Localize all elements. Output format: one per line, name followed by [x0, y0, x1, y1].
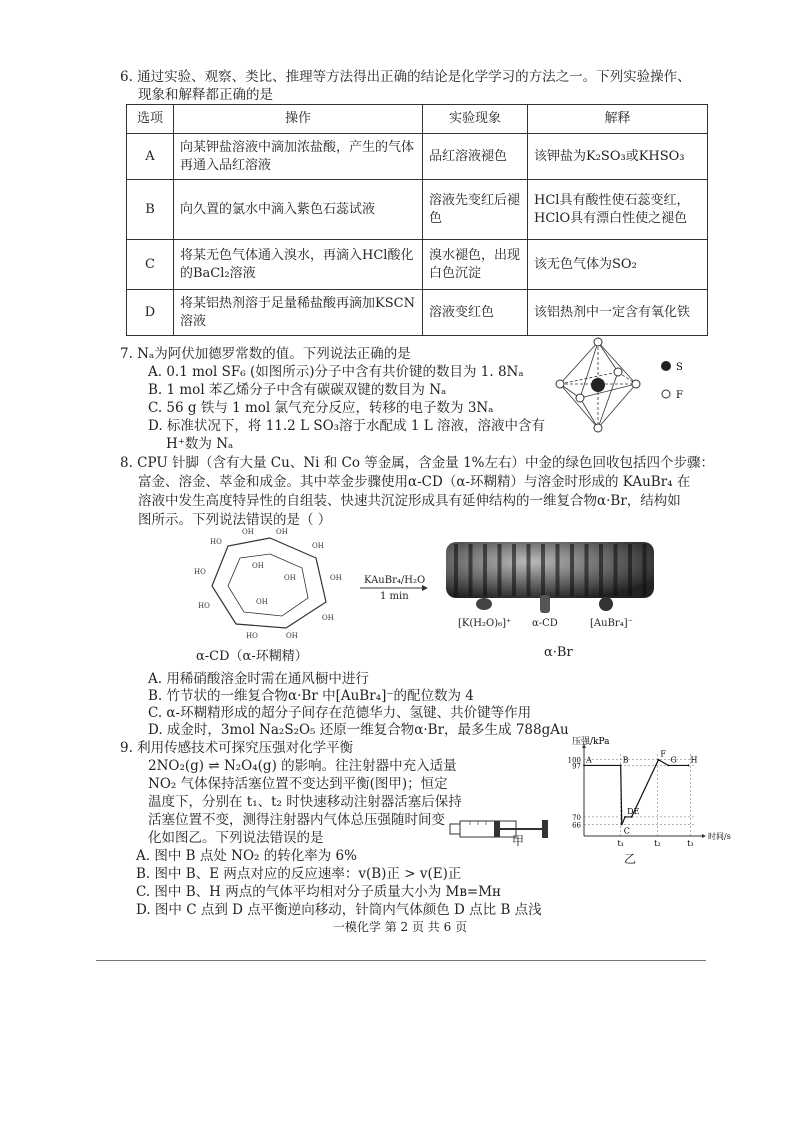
row-option: B [127, 180, 174, 240]
row-explanation: 该无色气体为SO₂ [528, 240, 708, 290]
svg-text:OH: OH [322, 614, 334, 622]
legend-s-label: S [676, 362, 683, 373]
col-operation: 操作 [174, 105, 423, 134]
chain-segment [527, 544, 531, 596]
q7-option-b: B. 1 mol 苯乙烯分子中含有碳碳双键的数目为 Nₐ [148, 382, 447, 398]
q8-stem-line2: 富金、溶金、萃金和成金。其中萃金步骤使用α-CD（α-环糊精）与溶金时形成的 KAuBr₄ 在 [138, 474, 691, 490]
chain-segment [469, 544, 473, 596]
row-operation: 向久置的氯水中滴入紫色石蕊试液 [174, 180, 423, 240]
q8-option-a: A. 用稀硝酸溶金时需在通风橱中进行 [148, 671, 369, 687]
sulfur-atom [591, 378, 605, 392]
q9-stem-line4: 温度下，分别在 t₁、t₂ 时快速移动注射器活塞后保持 [148, 794, 462, 810]
chain-segment [483, 544, 487, 596]
svg-text:OH: OH [330, 574, 342, 582]
legend-alpha-cd: α-CD [532, 618, 558, 629]
chain-segment [614, 544, 618, 596]
q7-option-c: C. 56 g 铁与 1 mol 氯气充分反应，转移的电子数为 3Nₐ [148, 400, 494, 416]
chain-segment [570, 544, 574, 596]
point-label: H [690, 755, 698, 765]
row-option: D [127, 290, 174, 336]
pressure-chart [562, 737, 731, 852]
row-explanation: HCl具有酸性使石蕊变红，HClO具有漂白性使之褪色 [528, 180, 708, 240]
data-point [583, 765, 585, 767]
q9-option-d: D. 图中 C 点到 D 点平衡逆向移动，针筒内气体颜色 D 点比 B 点浅 [136, 902, 542, 918]
point-label: E [633, 806, 640, 816]
row-phenomenon: 溴水褪色，出现白色沉淀 [423, 240, 528, 290]
row-operation: 将某铝热剂溶于足量稀盐酸再滴加KSCN溶液 [174, 290, 423, 336]
q9-stem-line1: 9. 利用传感技术可探究压强对化学平衡 [120, 740, 354, 756]
chain-segment [643, 544, 647, 596]
table-row [127, 290, 708, 336]
caption-alpha-cd: α-CD（α-环糊精） [196, 649, 308, 664]
svg-text:OH: OH [276, 528, 288, 536]
alpha-br-legend-icons [472, 592, 652, 616]
chain-segment [556, 544, 560, 596]
svg-text:OH: OH [284, 574, 296, 582]
svg-text:OH: OH [312, 542, 324, 550]
chain-segment [599, 544, 603, 596]
svg-text:HO: HO [246, 632, 258, 640]
y-tick-label: 66 [572, 821, 581, 830]
alpha-cd-structure [190, 524, 350, 642]
point-label: D [627, 806, 634, 816]
y-axis-label: 压强/kPa [572, 737, 610, 747]
x-tick-label: t₂ [654, 839, 661, 848]
page-footer: 一模化学 第 2 页 共 6 页 [332, 920, 468, 934]
arrow-reagent: KAuBr₄/H₂O [364, 575, 426, 586]
chain-segment [585, 544, 589, 596]
data-point [631, 816, 633, 818]
fluorine-atom [594, 338, 602, 346]
legend-k-h2o: [K(H₂O)₆]⁺ [458, 618, 512, 629]
fluorine-atom [614, 368, 622, 376]
q7-option-d-cont: H⁺数为 Nₐ [166, 436, 234, 452]
data-point [688, 765, 690, 767]
point-label: F [660, 749, 666, 759]
x-tick-label: t₃ [687, 839, 694, 848]
legend-s-dot [661, 361, 671, 371]
data-point [620, 765, 622, 767]
col-phenomenon: 实验现象 [423, 105, 528, 134]
col-explanation: 解释 [528, 105, 708, 134]
fluorine-atom [556, 380, 564, 388]
chain-segment [628, 544, 632, 596]
q6-stem-line1: 6. 通过实验、观察、类比、推理等方法得出正确的结论是化学学习的方法之一。下列实验操作、 [120, 69, 691, 85]
table-row [127, 180, 708, 240]
data-point [667, 765, 669, 767]
row-explanation: 该铝热剂中一定含有氧化铁 [528, 290, 708, 336]
q9-stem-line6: 化如图乙。下列说法错误的是 [148, 830, 324, 846]
legend-f-dot [662, 390, 670, 398]
svg-text:HO: HO [210, 538, 222, 546]
table-row [127, 240, 708, 290]
svg-text:HO: HO [194, 568, 206, 576]
q8-option-b: B. 竹节状的一维复合物α·Br 中[AuBr₄]⁻的配位数为 4 [148, 688, 474, 704]
q7-option-a: A. 0.1 mol SF₆ (如图所示)分子中含有共价键的数目为 1. 8Nₐ [148, 364, 524, 380]
point-label: A [586, 755, 592, 765]
label-jia: 甲 [512, 834, 525, 848]
row-operation: 向某钾盐溶液中滴加浓盐酸，产生的气体再通入品红溶液 [174, 134, 423, 180]
q8-stem-line4: 图所示。下列说法错误的是（ ） [138, 512, 332, 528]
chain-segment [541, 544, 545, 596]
data-point [621, 824, 623, 826]
q8-option-d: D. 成金时，3mol Na₂S₂O₅ 还原一维复合物α·Br，最多生成 788gAu [148, 722, 569, 738]
caption-alpha-br: α·Br [544, 645, 573, 660]
q8-stem-line1: 8. CPU 针脚（含有大量 Cu、Ni 和 Co 等金属，含金量 1%左右）中金的绿色回收包括四个步骤： [120, 455, 714, 471]
q6-table [126, 104, 708, 336]
x-axis-arrow [702, 834, 706, 838]
point-label: C [623, 826, 630, 836]
data-point [658, 759, 660, 761]
q7-stem: 7. Nₐ为阿伏加德罗常数的值。下列说法正确的是 [120, 346, 411, 362]
q8-option-c: C. α-环糊精形成的超分子间存在范德华力、氢键、共价键等作用 [148, 705, 532, 721]
chain-segment [454, 544, 458, 596]
q9-stem-line5: 活塞位置不变，测得注射器内气体总压强随时间变 [148, 812, 445, 828]
arrow-time: 1 min [380, 591, 409, 602]
alpha-cd-icon [540, 595, 550, 613]
y-tick-label: 100 [567, 756, 581, 765]
y-tick-label: 97 [572, 762, 581, 771]
syringe-diagram [446, 812, 556, 846]
row-operation: 将某无色气体通入溴水，再滴入HCl酸化的BaCl₂溶液 [174, 240, 423, 290]
x-tick-label: t₁ [617, 839, 624, 848]
y-tick-label: 70 [572, 813, 581, 822]
sf6-molecule-diagram [548, 332, 718, 444]
table-header-row [127, 105, 708, 134]
q9-stem-line2: 2NO₂(g) ⇌ N₂O₄(g) 的影响。往注射器中充入适量 [148, 758, 457, 774]
row-phenomenon: 溶液先变红后褪色 [423, 180, 528, 240]
svg-text:OH: OH [256, 598, 268, 606]
svg-text:OH: OH [286, 632, 298, 640]
fluorine-atom [632, 380, 640, 388]
fluorine-atom [594, 424, 602, 432]
point-label: B [622, 755, 629, 765]
row-option: C [127, 240, 174, 290]
svg-text:HO: HO [198, 602, 210, 610]
row-explanation: 该钾盐为K₂SO₃或KHSO₃ [528, 134, 708, 180]
legend-aubr4: [AuBr₄]⁻ [590, 618, 633, 629]
row-phenomenon: 品红溶液褪色 [423, 134, 528, 180]
q9-option-a: A. 图中 B 点处 NO₂ 的转化率为 6% [136, 848, 357, 864]
row-phenomenon: 溶液变红色 [423, 290, 528, 336]
table-row [127, 134, 708, 180]
x-axis-label: 时间/s [708, 832, 731, 841]
point-label: G [670, 755, 677, 765]
legend-f-label: F [676, 390, 683, 401]
fluorine-atom [576, 394, 584, 402]
col-option: 选项 [127, 105, 174, 134]
q9-option-c: C. 图中 B、H 两点的气体平均相对分子质量大小为 Mв=Mн [136, 884, 502, 900]
chain-segment [498, 544, 502, 596]
row-option: A [127, 134, 174, 180]
chain-segment [512, 544, 516, 596]
q9-stem-line3: NO₂ 气体保持活塞位置不变达到平衡(图甲)；恒定 [148, 776, 448, 792]
aubr4-icon [599, 597, 613, 611]
svg-text:OH: OH [242, 528, 254, 536]
q7-option-d: D. 标准状况下，将 11.2 L SO₃溶于水配成 1 L 溶液，溶液中含有 [148, 418, 545, 434]
svg-text:OH: OH [252, 562, 264, 570]
q8-stem-line3: 溶液中发生高度特异性的自组装、快速共沉淀形成具有延伸结构的一维复合物α·Br，结构如 [138, 493, 681, 509]
label-yi: 乙 [624, 852, 637, 866]
bottom-rule [96, 960, 706, 961]
k-h2o-icon [476, 598, 492, 610]
data-point [624, 816, 626, 818]
q6-stem-line2: 现象和解释都正确的是 [138, 87, 273, 103]
q9-option-b: B. 图中 B、E 两点对应的反应速率：v(B)正 > v(E)正 [136, 866, 462, 882]
